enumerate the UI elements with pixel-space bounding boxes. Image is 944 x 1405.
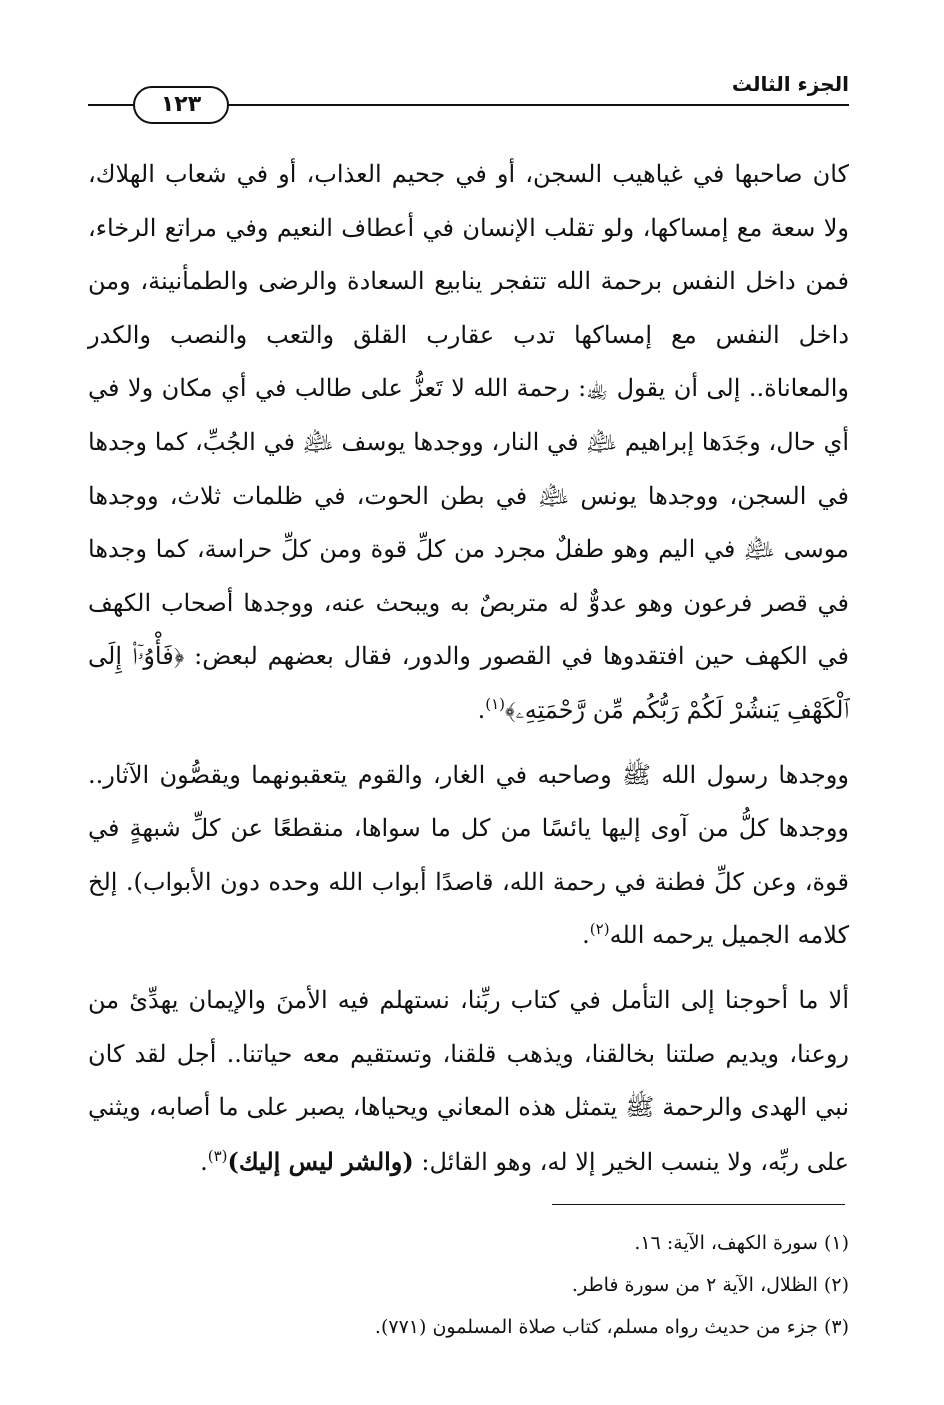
running-title: الجزء الثالث: [731, 72, 849, 96]
paragraph: [88, 749, 849, 963]
paragraph-end: .: [200, 1147, 208, 1176]
paragraph-end: .: [477, 695, 486, 724]
quran-verse: ﴿فَأْوُۥٓا۟ إِلَى ٱلْكَهْفِ يَنشُرْ لَكُمْ رَبُّكُم مِّن رَّحْمَتِهِۦ﴾: [88, 642, 849, 724]
footnotes: [88, 1222, 849, 1348]
footnote-ref: (١): [485, 694, 505, 713]
paragraph-end: .: [582, 921, 590, 950]
paragraph-text: ووجدها رسول الله ﷺ وصاحبه في الغار، والقوم يتعقبونهما ويقصُّون الآثار.. ووجدها كلُّ من آوى إليها يائسًا من كل ما سواها، منقطعًا عن كلِّ شبهةٍ في قوة، وعن كلِّ فطنة في رحمة الله، قاصدًا أبواب الله وحده دون الأبواب). إلخ كلامه الجميل يرحمه الله: [88, 760, 849, 950]
footnote: (٢) الظلال، الآية ٢ من سورة فاطر.: [571, 1274, 849, 1296]
paragraph: [88, 974, 849, 1189]
main-text: [88, 148, 849, 1189]
footnote: (١) سورة الكهف، الآية: ١٦.: [634, 1232, 849, 1254]
footnote-ref: (٢): [589, 920, 610, 939]
page-header: [88, 72, 849, 117]
hadith-quote: (والشر ليس إليك): [227, 1146, 414, 1176]
footnote-separator: [552, 1204, 845, 1205]
paragraph: [88, 148, 849, 738]
paragraph-text: كان صاحبها في غياهيب السجن، أو في جحيم العذاب، أو في شعاب الهلاك، ولا سعة مع إمساكها، ولو تقلب الإنسان في أعطاف النعيم وفي مراتع الرخاء، فمن داخل النفس برحمة الله تتفجر ينابيع السعادة والرضى والطمأنينة، ومن داخل النفس مع إمساكها تدب عقارب القلق والتعب والنصب والكدر والمعاناة.. إلى أن يقول ﵀: رحمة الله لا تَعزُّ على طالب في أي مكان ولا في أي حال، وجَدَها إبراهيم ﵇ في النار، ووجدها يوسف ﵇ في الجُبِّ، كما وجدها في السجن، ووجدها يونس ﵇ في بطن الحوت، في ظلمات ثلاث، ووجدها موسى ﵇ في اليم وهو طفلٌ مجرد من كلِّ قوة ومن كلِّ حراسة، كما وجدها في قصر فرعون وهو عدوٌّ له متربصٌ به ويبحث عنه، ووجدها أصحاب الكهف في الكهف حين افتقدوها في القصور والدور، فقال بعضهم لبعض:: [88, 160, 850, 671]
footnote: (٣) جزء من حديث رواه مسلم، كتاب صلاة المسلمون (٧٧١).: [374, 1316, 849, 1338]
page-number: ١٢٣: [133, 86, 229, 124]
paragraph-text: ألا ما أحوجنا إلى التأمل في كتاب ربِّنا، نستهلم فيه الأمنَ والإيمان يهدِّئ من روعنا، ويديم صلتنا بخالقنا، ويذهب قلقنا، وتستقيم معه حياتنا.. أجل لقد كان نبي الهدى والرحمة ﷺ يتمثل هذه المعاني ويحياها، يصبر على ما أصابه، ويثني على ربِّه، ولا ينسب الخير إلا له، وهو القائل:: [88, 985, 849, 1176]
footnote-ref: (٣): [207, 1146, 228, 1165]
